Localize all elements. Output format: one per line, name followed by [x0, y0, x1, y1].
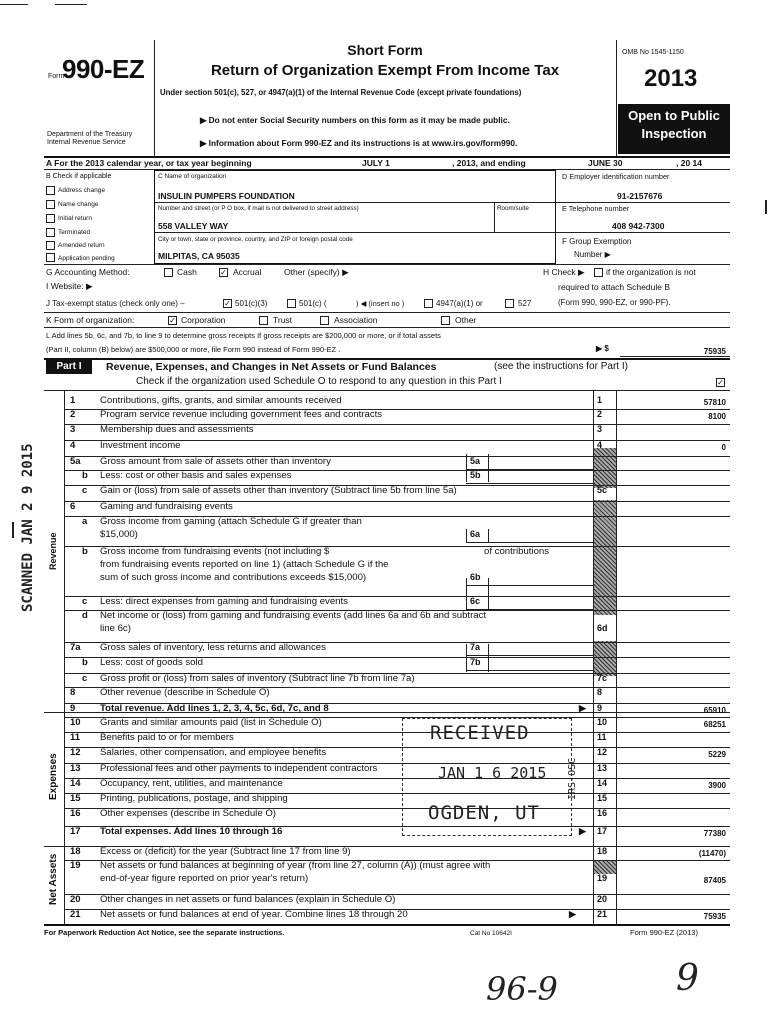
- shaded-cell: [594, 860, 616, 874]
- line-l-text: L Add lines 5b, 6c, and 7b, to line 9 to determine gross receipts If gross receipts are $200,000 or more, or if total assets: [46, 331, 441, 340]
- status-501c-label: 501(c) (: [299, 299, 327, 308]
- line-c-label: C Name of organization: [158, 173, 227, 180]
- line-j-label: J Tax-exempt status (check only one) –: [46, 299, 185, 308]
- line-description: of contributions: [484, 546, 550, 557]
- line-description: Investment income: [100, 440, 181, 451]
- form-title: Return of Organization Exempt From Income Tax: [210, 62, 560, 79]
- b-item-label: Amended return: [58, 242, 105, 249]
- line-number: 9: [70, 703, 76, 714]
- line-a-mid: , 2013, and ending: [452, 158, 526, 168]
- line-amount[interactable]: 8100: [708, 412, 726, 421]
- form-prefix: Form: [48, 73, 65, 80]
- line-description: Professional fees and other payments to independent contractors: [100, 763, 378, 774]
- line-description: Gross sales of inventory, less returns and allowances: [100, 642, 326, 653]
- revenue-section-label: Revenue: [48, 532, 58, 570]
- line-box-number: 19: [597, 873, 608, 883]
- line-description: Grants and similar amounts paid (list in Schedule O): [100, 717, 322, 728]
- line-e-label: E Telephone number: [562, 204, 630, 213]
- insert-no-label: ) ◀ (insert no ): [356, 299, 405, 308]
- association-label: Association: [334, 315, 378, 325]
- line-box-number: 2: [597, 409, 603, 419]
- line-box-number: 7c: [597, 673, 608, 683]
- expenses-section-label: Expenses: [48, 753, 59, 800]
- ogden-stamp: OGDEN, UT: [428, 802, 540, 824]
- line-number: 10: [70, 717, 81, 728]
- sub-box-col: [488, 529, 594, 543]
- line-number: 12: [70, 747, 81, 758]
- rule: [44, 327, 730, 328]
- line-sub-letter: c: [82, 596, 88, 607]
- line-description: Gross income from fundraising events (not including $: [100, 546, 330, 557]
- line-description: Less: direct expenses from gaming and fundraising events: [100, 596, 348, 607]
- line-sub-letter: b: [82, 657, 88, 668]
- footer-cat-no: Cat No 10642I: [470, 930, 512, 937]
- trust-label: Trust: [273, 315, 293, 325]
- room-label: Room/suite: [497, 205, 529, 212]
- line-description: Gain or (loss) from sale of assets other than inventory (Subtract line 5b from line 5a): [100, 485, 457, 496]
- org-info-box: [154, 170, 556, 264]
- omb-number: OMB No 1545-1150: [622, 49, 684, 56]
- line-description: Net assets or fund balances at beginning of year (from line 27, column (A)) (must agree with: [100, 860, 491, 871]
- application-pending-checkbox[interactable]: [46, 253, 55, 262]
- line-number: 8: [70, 687, 76, 698]
- line-amount[interactable]: 77380: [703, 829, 726, 838]
- sub-box-label: 6a: [470, 529, 481, 539]
- header-divider: [616, 40, 617, 156]
- line-description: Other revenue (describe in Schedule O): [100, 687, 270, 698]
- info-note: ▶ Information about Form 990-EZ and its instructions is at www.irs.gov/form990.: [200, 138, 518, 148]
- line-box-number: 5c: [597, 485, 608, 495]
- b-item-label: Address change: [58, 187, 105, 194]
- tax-year-end-year[interactable]: , 20 14: [676, 158, 702, 168]
- received-date-stamp: JAN 1 6 2015: [438, 764, 547, 782]
- line-d-label: D Employer identification number: [562, 172, 670, 181]
- rule: [44, 390, 730, 391]
- sub-box-label: 7a: [470, 642, 481, 652]
- arrow: ▶ $: [596, 344, 609, 353]
- org-name[interactable]: INSULIN PUMPERS FOUNDATION: [158, 191, 295, 201]
- line-amount[interactable]: 3900: [708, 781, 726, 790]
- b-item-label: Terminated: [58, 229, 91, 236]
- line-description: sum of such gross income and contributions exceeds $15,000): [100, 572, 367, 583]
- corporation-checkbox[interactable]: ✓: [169, 316, 176, 325]
- line-box-number: 12: [597, 747, 608, 757]
- rule: [466, 670, 593, 671]
- line-amount[interactable]: 5229: [708, 750, 726, 759]
- line-number: 14: [70, 778, 81, 789]
- sub-box-col: [488, 454, 594, 482]
- rule: [44, 358, 730, 360]
- org-city[interactable]: MILPITAS, CA 95035: [158, 251, 240, 261]
- line-amount[interactable]: 68251: [703, 720, 726, 729]
- line-description: Contributions, gifts, grants, and similar amounts received: [100, 395, 342, 406]
- gross-receipts[interactable]: 75935: [703, 347, 726, 356]
- line-amount[interactable]: (11470): [698, 849, 726, 858]
- street-label: Number and street (or P O box, if mail is not delivered to street address): [158, 205, 359, 212]
- line-box-number: 16: [597, 808, 608, 818]
- line-description: Total expenses. Add lines 10 through 16: [100, 826, 283, 837]
- line-b-label: B Check if applicable: [46, 173, 112, 180]
- other-org-label: Other: [455, 315, 477, 325]
- line-a-label: A For the 2013 calendar year, or tax year beginning: [46, 158, 252, 168]
- city-label: City or town, state or province, country, and ZIP or foreign postal code: [158, 236, 353, 243]
- line-description: Gross amount from sale of assets other than inventory: [100, 456, 331, 467]
- sub-box-label: 7b: [470, 657, 481, 667]
- line-description: Gaming and fundraising events: [100, 501, 233, 512]
- website-label: I Website: ▶: [46, 281, 93, 291]
- arrow-icon: ▶: [579, 703, 586, 713]
- footer-form-id: Form 990-EZ (2013): [630, 928, 698, 937]
- line-description: $15,000): [100, 529, 138, 540]
- dept-line2: Internal Revenue Service: [47, 139, 126, 146]
- line-description: Excess or (deficit) for the year (Subtract line 17 from line 9): [100, 846, 351, 857]
- org-street[interactable]: 558 VALLEY WAY: [158, 221, 229, 231]
- received-stamp: RECEIVED: [430, 722, 530, 744]
- ein[interactable]: 91-2157676: [617, 191, 663, 201]
- line-h-text: if the organization is not: [606, 267, 696, 277]
- scan-edge-line: [0, 4, 28, 5]
- line-box-number: 11: [597, 732, 607, 742]
- line-description: Salaries, other compensation, and employee benefits: [100, 747, 327, 758]
- line-sub-letter: b: [82, 470, 88, 481]
- line-g-label: G Accounting Method:: [46, 267, 130, 277]
- amended-return-checkbox[interactable]: [46, 241, 55, 250]
- address-change-checkbox[interactable]: [46, 186, 55, 195]
- schedule-b-checkbox[interactable]: [594, 268, 603, 277]
- line-box-number: 10: [597, 717, 608, 727]
- line-description: Benefits paid to or for members: [100, 732, 234, 743]
- shaded-cell: [594, 500, 616, 615]
- rule: [44, 264, 730, 265]
- line-description: Membership dues and assessments: [100, 424, 254, 435]
- b-item-label: Application pending: [58, 255, 115, 262]
- net-assets-section-label: Net Assets: [48, 853, 59, 905]
- sub-box-col: [488, 644, 594, 672]
- line-number: 3: [70, 424, 76, 435]
- accrual-checkbox[interactable]: ✓: [220, 268, 227, 277]
- line-description: Printing, publications, postage, and shipping: [100, 793, 288, 804]
- line-description: Gross income from gaming (attach Schedule G if greater than: [100, 516, 362, 527]
- line-amount[interactable]: 0: [721, 443, 726, 452]
- line-description: end-of-year figure reported on prior year's return): [100, 873, 309, 884]
- status-501c3-label: 501(c)(3): [235, 299, 268, 308]
- form-title-short: Short Form: [347, 42, 423, 58]
- terminated-checkbox[interactable]: [46, 228, 55, 237]
- rule: [466, 542, 593, 543]
- line-description: Other changes in net assets or fund balances (explain in Schedule O): [100, 894, 396, 905]
- rule: [44, 312, 730, 313]
- line-number: 6: [70, 501, 76, 512]
- line-h-label: H Check ▶: [543, 267, 585, 277]
- line-l-text: (Part II, column (B) below) are $500,000 or more, file Form 990 instead of Form 990-EZ .: [46, 345, 341, 354]
- status-501c3-checkbox[interactable]: ✓: [224, 299, 231, 308]
- line-box-number: 14: [597, 778, 608, 788]
- line-h-text: (Form 990, 990-EZ, or 990-PF).: [558, 298, 671, 307]
- line-number: 20: [70, 894, 81, 905]
- accrual-label: Accrual: [233, 267, 262, 277]
- line-f-label: F Group Exemption: [562, 237, 632, 246]
- b-item-label: Initial return: [58, 215, 92, 222]
- schedule-o-checkbox[interactable]: ✓: [717, 378, 724, 387]
- line-description: line 6c): [100, 623, 131, 634]
- other-org-checkbox[interactable]: [441, 316, 450, 325]
- status-501c-checkbox[interactable]: [287, 299, 296, 308]
- line-box-number: 15: [597, 793, 608, 803]
- line-amount[interactable]: 57810: [703, 398, 726, 407]
- schedule-o-check-text: Check if the organization used Schedule O to respond to any question in this Part I: [136, 376, 502, 387]
- line-number: 1: [70, 395, 76, 406]
- line-number: 7a: [70, 642, 81, 653]
- line-k-label: K Form of organization:: [46, 315, 135, 325]
- scan-mark: [12, 522, 14, 538]
- other-method-label: Other (specify) ▶: [284, 267, 349, 277]
- open-to-public-label: Open to Public: [628, 108, 720, 123]
- line-box-number: 3: [597, 424, 603, 434]
- line-sub-letter: a: [82, 516, 88, 527]
- line-description: Program service revenue including government fees and contracts: [100, 409, 383, 420]
- inspection-label: Inspection: [641, 126, 707, 141]
- line-number: 19: [70, 860, 81, 871]
- form-number: 990-EZ: [62, 54, 145, 84]
- form-subtitle: Under section 501(c), 527, or 4947(a)(1) of the Internal Revenue Code (except private foundations): [160, 88, 522, 97]
- line-description: Net assets or fund balances at end of year. Combine lines 18 through 20: [100, 909, 408, 920]
- b-item-label: Name change: [58, 201, 99, 208]
- sub-box-col: [488, 578, 594, 610]
- shaded-cell: [594, 641, 616, 676]
- status-4947-label: 4947(a)(1) or: [436, 299, 483, 308]
- status-527-label: 527: [518, 299, 532, 308]
- sub-box-label: 6c: [470, 596, 481, 606]
- line-f-number: Number ▶: [574, 250, 611, 259]
- telephone[interactable]: 408 942-7300: [612, 221, 665, 231]
- part1-title: Revenue, Expenses, and Changes in Net Assets or Fund Balances: [106, 361, 437, 373]
- line-number: 11: [70, 732, 81, 743]
- line-number: 21: [70, 909, 81, 920]
- line-box-number: 9: [597, 703, 603, 713]
- arrow-icon: ▶: [579, 826, 586, 836]
- handwritten-note: 96-9: [486, 970, 558, 1008]
- line-amount[interactable]: 87405: [703, 876, 726, 885]
- status-4947-checkbox[interactable]: [424, 299, 433, 308]
- status-527-checkbox[interactable]: [505, 299, 514, 308]
- line-sub-letter: d: [82, 610, 88, 621]
- ssn-note: ▶ Do not enter Social Security numbers on this form as it may be made public.: [200, 115, 510, 125]
- rule: [556, 232, 730, 233]
- scan-edge-line: [55, 4, 87, 5]
- part1-tag: Part I: [56, 361, 82, 372]
- line-number: 4: [70, 440, 76, 451]
- rule: [466, 655, 593, 656]
- rule: [44, 924, 730, 926]
- rule: [155, 232, 555, 233]
- line-box-number: 21: [597, 909, 608, 919]
- scanned-stamp: SCANNED JAN 2 9 2015: [20, 443, 36, 612]
- irs-osc-stamp: IRS-OSC: [567, 757, 578, 800]
- line-box-number: 18: [597, 846, 608, 856]
- cash-checkbox[interactable]: [164, 268, 173, 277]
- line-sub-letter: c: [82, 673, 88, 684]
- line-h-text: required to attach Schedule B: [558, 282, 670, 292]
- line-sub-letter: c: [82, 485, 88, 496]
- line-box-number: 8: [597, 687, 603, 697]
- association-checkbox[interactable]: [320, 316, 329, 325]
- tax-year: 2013: [644, 65, 698, 92]
- line-number: 2: [70, 409, 76, 420]
- line-number: 18: [70, 846, 81, 857]
- arrow-icon: ▶: [569, 909, 576, 919]
- line-description: Less: cost of goods sold: [100, 657, 203, 668]
- line-description: Other expenses (describe in Schedule O): [100, 808, 276, 819]
- line-number: 5a: [70, 456, 81, 467]
- rule: [466, 483, 593, 484]
- sub-box-label: 6b: [470, 572, 481, 582]
- dept-line1: Department of the Treasury: [47, 131, 133, 138]
- sub-box-label: 5b: [470, 470, 481, 480]
- line-box-number: 6d: [597, 623, 608, 633]
- divider: [494, 202, 495, 232]
- line-number: 16: [70, 808, 81, 819]
- line-box-number: 4: [597, 440, 603, 450]
- line-description: Gross profit or (loss) from sales of inventory (Subtract line 7b from line 7a): [100, 673, 415, 684]
- shaded-cell: [594, 448, 616, 488]
- rule: [466, 585, 593, 586]
- line-box-number: 1: [597, 395, 603, 405]
- line-number: 15: [70, 793, 81, 804]
- handwritten-note: 9: [676, 958, 699, 999]
- line-description: from fundraising events reported on line 1) (attach Schedule G if the: [100, 559, 389, 570]
- line-description: Net income or (loss) from gaming and fundraising events (add lines 6a and 6b and subtract: [100, 610, 487, 621]
- line-sub-letter: b: [82, 546, 88, 557]
- cash-label: Cash: [177, 267, 197, 277]
- line-box-number: 17: [597, 826, 608, 836]
- name-change-checkbox[interactable]: [46, 200, 55, 209]
- line-amount[interactable]: 75935: [703, 912, 726, 921]
- rule: [620, 356, 730, 357]
- line-box-number: 13: [597, 763, 608, 773]
- tax-year-begin[interactable]: JULY 1: [362, 158, 390, 168]
- trust-checkbox[interactable]: [259, 316, 268, 325]
- scan-mark: [765, 200, 767, 214]
- initial-return-checkbox[interactable]: [46, 214, 55, 223]
- line-description: Less: cost or other basis and sales expenses: [100, 470, 292, 481]
- part1-title-note: (see the instructions for Part I): [494, 361, 628, 372]
- footer-paperwork: For Paperwork Reduction Act Notice, see the separate instructions.: [44, 928, 285, 937]
- tax-year-end[interactable]: JUNE 30: [588, 158, 623, 168]
- corporation-label: Corporation: [181, 315, 226, 325]
- sub-box-label: 5a: [470, 456, 481, 466]
- line-number: 17: [70, 826, 81, 837]
- line-description: Total revenue. Add lines 1, 2, 3, 4, 5c, 6d, 7c, and 8: [100, 703, 329, 714]
- line-description: Occupancy, rent, utilities, and maintenance: [100, 778, 283, 789]
- line-amount[interactable]: 65910: [703, 706, 726, 715]
- line-number: 13: [70, 763, 81, 774]
- line-box-number: 20: [597, 894, 608, 904]
